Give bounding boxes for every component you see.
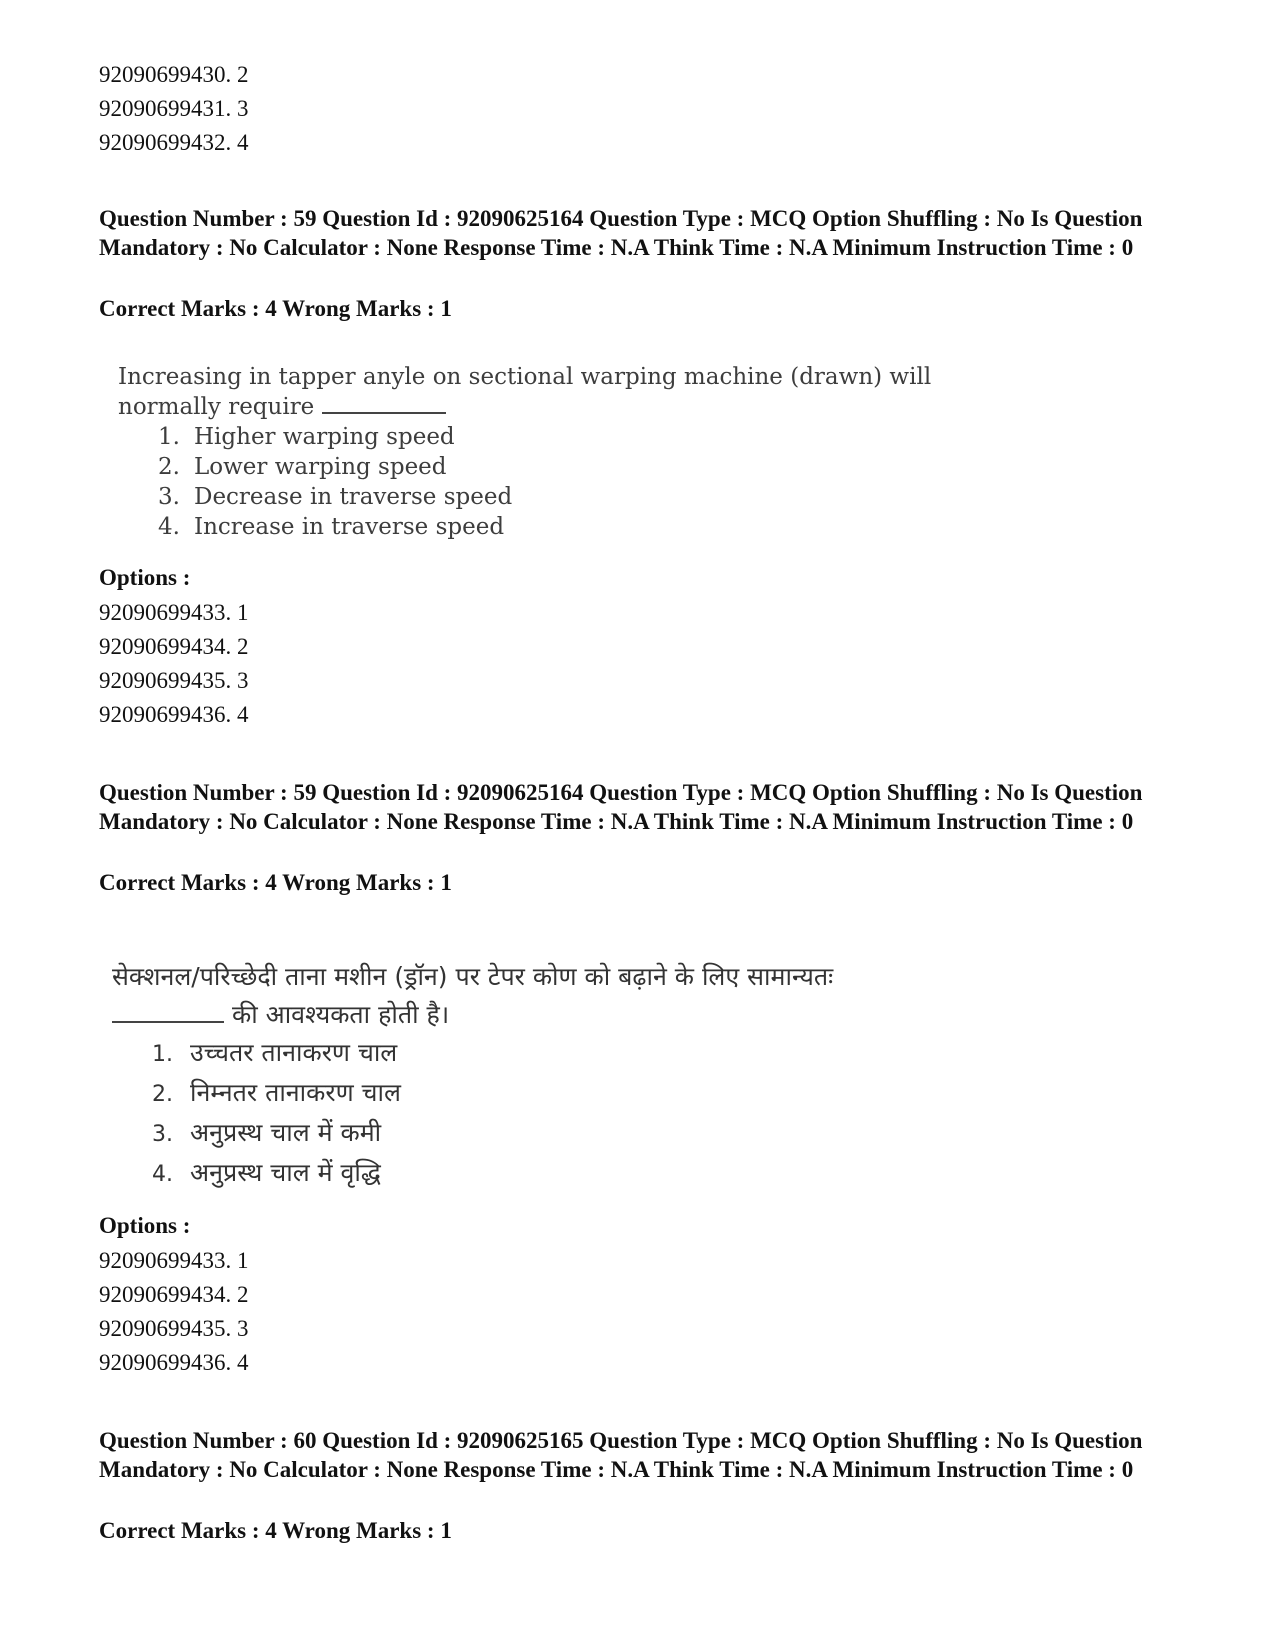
choice-number: 4. [152, 1162, 173, 1187]
choice-number: 3. [158, 484, 180, 510]
option-line: 92090699434. 2 [99, 1282, 249, 1307]
answer-blank [322, 394, 446, 414]
choice-text: अनुप्रस्थ चाल में वृद्धि [190, 1158, 381, 1187]
options-heading: Options : [99, 565, 191, 590]
question-marks: Correct Marks : 4 Wrong Marks : 1 [99, 870, 452, 895]
option-line: 92090699435. 3 [99, 1316, 249, 1341]
choice-item [158, 482, 938, 512]
options-heading: Options : [99, 1213, 191, 1238]
answer-blank [112, 1005, 224, 1023]
question-stem-line: सेक्शनल/परिच्छेदी ताना मशीन (ड्रॉन) पर टेपर कोण को बढ़ाने के लिए सामान्यतः [112, 962, 834, 991]
question-image-hindi [112, 958, 912, 1198]
choice-text: Higher warping speed [194, 424, 455, 450]
choice-number: 2. [152, 1082, 173, 1107]
choice-text: निम्नतर तानाकरण चाल [190, 1078, 401, 1107]
choice-item [152, 1074, 912, 1114]
question-stem-line: की आवश्यकता होती है। [232, 1000, 450, 1029]
choice-text: Decrease in traverse speed [194, 484, 513, 510]
question-marks: Correct Marks : 4 Wrong Marks : 1 [99, 296, 452, 321]
choice-text: उच्चतर तानाकरण चाल [190, 1038, 398, 1067]
option-line: 92090699433. 1 [99, 600, 249, 625]
question-image-english [118, 362, 938, 552]
choice-list [112, 1034, 912, 1194]
option-line: 92090699434. 2 [99, 634, 249, 659]
choice-number: 1. [158, 424, 180, 450]
question-marks: Correct Marks : 4 Wrong Marks : 1 [99, 1518, 452, 1543]
choice-number: 1. [152, 1042, 173, 1067]
choice-list [118, 422, 938, 542]
question-meta: Question Number : 59 Question Id : 92090625164 Question Type : MCQ Option Shuffling : No Is Question Mandatory : No Calculator : None Response Time : N.A Think Time : N.A Minimum Instruction Time : 0 [99, 780, 1143, 834]
question-meta: Question Number : 59 Question Id : 92090625164 Question Type : MCQ Option Shuffling : No Is Question Mandatory : No Calculator : None Response Time : N.A Think Time : N.A Minimum Instruction Time : 0 [99, 206, 1143, 260]
option-line: 92090699436. 4 [99, 1350, 249, 1375]
choice-item [152, 1114, 912, 1154]
choice-number: 4. [158, 514, 180, 540]
choice-text: अनुप्रस्थ चाल में कमी [190, 1118, 382, 1147]
question-stem-line: normally require [118, 394, 315, 420]
choice-item [152, 1034, 912, 1074]
choice-text: Increase in traverse speed [194, 514, 505, 540]
choice-item [158, 422, 938, 452]
choice-number: 2. [158, 454, 180, 480]
option-line: 92090699436. 4 [99, 702, 249, 727]
choice-item [152, 1154, 912, 1194]
choice-item [158, 512, 938, 542]
option-line: 92090699435. 3 [99, 668, 249, 693]
option-line: 92090699431. 3 [99, 96, 249, 121]
question-meta: Question Number : 60 Question Id : 92090625165 Question Type : MCQ Option Shuffling : No Is Question Mandatory : No Calculator : None Response Time : N.A Think Time : N.A Minimum Instruction Time : 0 [99, 1428, 1143, 1482]
question-stem-line: Increasing in tapper anyle on sectional warping machine (drawn) will [118, 364, 932, 390]
option-line: 92090699430. 2 [99, 62, 249, 87]
choice-item [158, 452, 938, 482]
choice-number: 3. [152, 1122, 173, 1147]
option-line: 92090699432. 4 [99, 130, 249, 155]
option-line: 92090699433. 1 [99, 1248, 249, 1273]
choice-text: Lower warping speed [194, 454, 447, 480]
